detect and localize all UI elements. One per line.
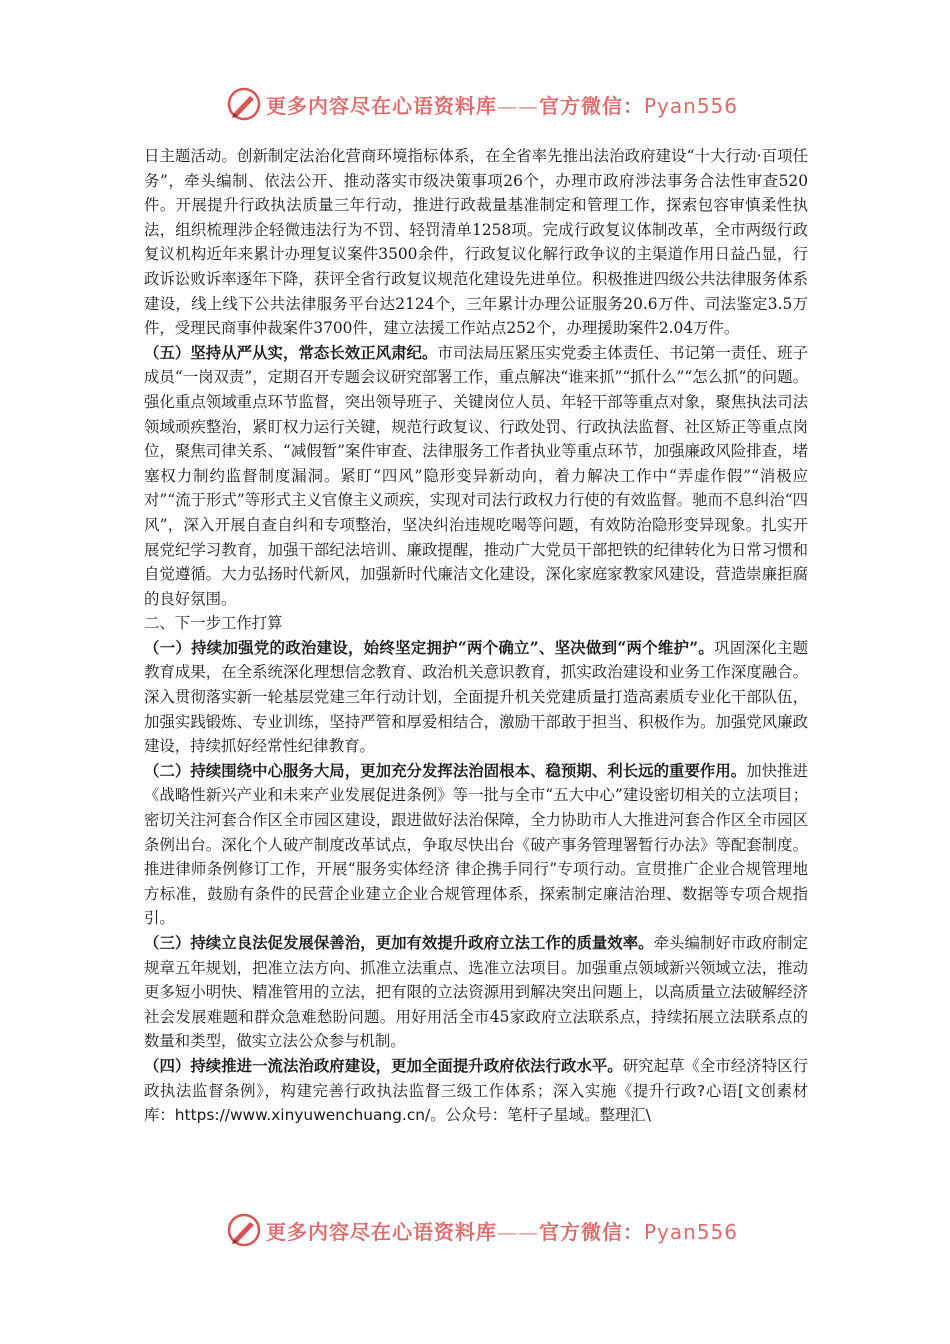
paragraph-4-heading: （二）持续围绕中心服务大局，更加充分发挥法治固根本、稳预期、利长远的重要作用。 bbox=[144, 761, 747, 780]
paragraph-5-heading: （三）持续立良法促发展保善治，更加有效提升政府立法工作的质量效率。 bbox=[144, 934, 654, 952]
paragraph-6-text: 研究起草《全市经济特区行政执法监督条例》，构建完善行政执法监督三级工作体系；深入实施《提升行政?心语[文创素材库：https://www.xinyuwenchuang.cn/。公众号：笔杆子星域。整理汇\ bbox=[144, 1056, 808, 1125]
paragraph-2-heading: （五）坚持从严从实，常态长效正风肃纪。 bbox=[144, 343, 438, 362]
banner-text bbox=[266, 1216, 738, 1245]
paragraph-3-heading: （一）持续加强党的政治建设，始终坚定拥护“两个确立”、坚决做到“两个维护”。 bbox=[144, 638, 715, 657]
banner-dash: —— bbox=[497, 1219, 539, 1244]
paragraph-5-text: 牵头编制好市政府制定规章五年规划，把准立法方向、抓准立法重点、选准立法项目。加强重点领域新兴领域立法，推动更多短小明快、精准管用的立法，把有限的立法资源用到解决突出问题上，以高质量立法破解经济社会发展难题和群众急难愁盼问题。用好用活全市45家政府立法联系点，持续拓展立法联系点的数量和类型，做实立法公众参与机制。 bbox=[144, 934, 808, 1051]
paragraph-4-text: 加快推进《战略性新兴产业和未来产业发展促进条例》等一批与全市“五大中心”建设密切相关的立法项目；密切关注河套合作区全市园区建设，跟进做好法治保障，全力协助市人大推进河套合作区全市园区条例出台。深化个人破产制度改革试点，争取尽快出台《破产事务管理署暂行办法》等配套制度。推进律师条例修订工作，开展“服务实体经济 律企携手同行”专项行动。宣贯推广企业合规管理地方标准，鼓励有条件的民营企业建立企业合规管理体系，探索制定廉洁治理、数据等专项合规指引。 bbox=[144, 761, 808, 928]
banner-wechat-label: 官方微信： bbox=[539, 1219, 644, 1244]
document-body bbox=[144, 144, 808, 1128]
footer-watermark-banner bbox=[226, 1210, 746, 1250]
paragraph-6 bbox=[144, 1054, 808, 1128]
header-watermark-banner bbox=[226, 84, 746, 124]
banner-title: 更多内容尽在心语资料库 bbox=[266, 93, 497, 118]
banner-dash: —— bbox=[497, 93, 539, 118]
paragraph-1: 日主题活动。创新制定法治化营商环境指标体系，在全省率先推出法治政府建设“十大行动·百项任务”，牵头编制、依法公开、推动落实市级决策事项26个，办理市政府涉法事务合法性审查520件。开展提升行政执法质量三年行动，推进行政裁量基准制定和管理工作，探索包容审慎柔性执法，组织梳理涉企轻微违法行为不罚、轻罚清单1258项。完成行政复议体制改革，全市两级行政复议机构近年来累计办理复议案件3500余件，行政复议化解行政争议的主渠道作用日益凸显，行政诉讼败诉率逐年下降，获评全省行政复议规范化建设先进单位。积极推进四级公共法律服务体系建设，线上线下公共法律服务平台达2124个，三年累计办理公证服务20.6万件、司法鉴定3.5万件，受理民商事仲裁案件3700件，建立法援工作站点252个，办理援助案件2.04万件。 bbox=[144, 147, 808, 338]
section-heading-2: 二、下一步工作打算 bbox=[144, 614, 283, 633]
pen-logo-icon bbox=[226, 1212, 262, 1248]
paragraph-6-heading: （四）持续推进一流法治政府建设，更加全面提升政府依法行政水平。 bbox=[144, 1056, 623, 1075]
banner-text bbox=[266, 90, 738, 119]
paragraph-3 bbox=[144, 636, 808, 759]
paragraph-2-text: 市司法局压紧压实党委主体责任、书记第一责任、班子成员“一岗双责”，定期召开专题会议研究部署工作，重点解决“谁来抓”“抓什么”“怎么抓”的问题。强化重点领域重点环节监督，突出领导班子、关键岗位人员、年轻干部等重点对象，聚焦执法司法领域顽疾整治，紧盯权力运行关键，规范行政复议、行政处罚、行政执法监督、社区矫正等重点岗位，聚焦司律关系、“减假暂”案件审查、法律服务工作者执业等重点环节，加强廉政风险排查，堵塞权力制约监督制度漏洞。紧盯“四风”隐形变异新动向，着力解决工作中“弄虚作假”“消极应对”“流于形式”等形式主义官僚主义顽疾，实现对司法行政权力行使的有效监督。驰而不息纠治“四风”，深入开展自查自纠和专项整治，坚决纠治违规吃喝等问题，有效防治隐形变异现象。扎实开展党纪学习教育，加强干部纪法培训、廉政提醒，推动广大党员干部把铁的纪律转化为日常习惯和自觉遵循。大力弘扬时代新风，加强新时代廉洁文化建设，深化家庭家教家风建设，营造崇廉拒腐的良好氛围。 bbox=[144, 343, 808, 608]
banner-title: 更多内容尽在心语资料库 bbox=[266, 1219, 497, 1244]
paragraph-5 bbox=[144, 931, 808, 1054]
paragraph-4 bbox=[144, 759, 808, 931]
pen-logo-icon bbox=[226, 86, 262, 122]
paragraph-2 bbox=[144, 341, 808, 612]
banner-wechat-id: Pyan556 bbox=[644, 1219, 739, 1244]
banner-wechat-label: 官方微信： bbox=[539, 93, 644, 118]
paragraph-3-text: 巩固深化主题教育成果，在全系统深化理想信念教育、政治机关意识教育，抓实政治建设和业务工作深度融合。深入贯彻落实新一轮基层党建三年行动计划，全面提升机关党建质量打造高素质专业化干部队伍，加强实践锻炼、专业训练，坚持严管和厚爱相结合，激励干部敢于担当、积极作为。加强党风廉政建设，持续抓好经常性纪律教育。 bbox=[144, 638, 808, 756]
banner-wechat-id: Pyan556 bbox=[644, 93, 739, 118]
